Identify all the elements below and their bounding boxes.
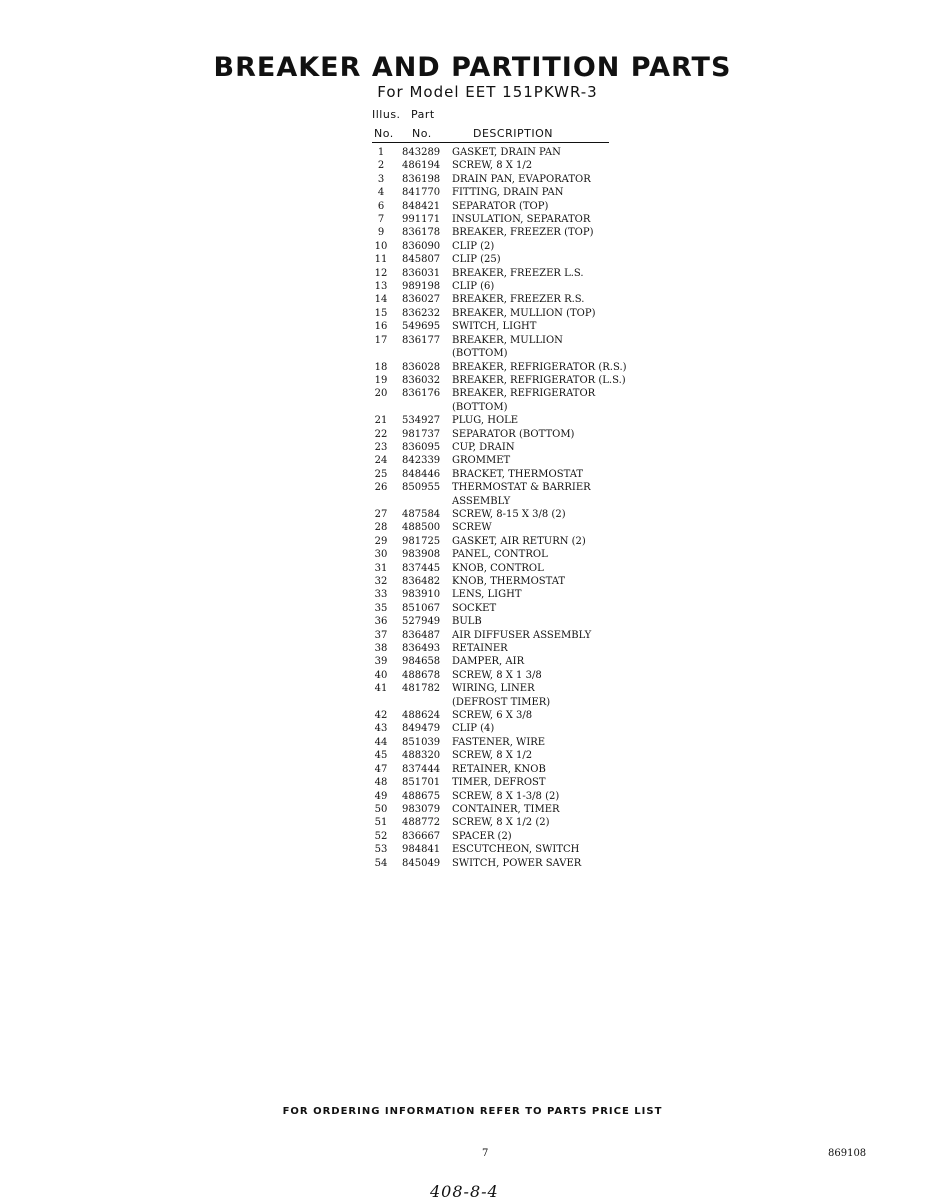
illus-number: 49: [374, 790, 388, 802]
illus-number: 21: [374, 415, 388, 427]
parts-row: [372, 481, 672, 508]
illus-number: 52: [374, 830, 388, 842]
illus-number: 44: [374, 736, 388, 748]
part-description: SEPARATOR (BOTTOM): [452, 428, 575, 440]
part-description: SEPARATOR (TOP): [452, 200, 549, 212]
part-number: 836095: [402, 441, 441, 453]
parts-row: [372, 414, 672, 427]
parts-row: [372, 521, 672, 534]
part-number: 836482: [402, 576, 441, 587]
illus-number: 33: [374, 589, 388, 601]
part-number: 984658: [402, 656, 441, 668]
parts-row: [372, 575, 672, 588]
part-number: 836031: [402, 267, 441, 279]
part-number: 836177: [402, 334, 441, 346]
parts-row: [372, 253, 672, 266]
parts-row: [372, 790, 672, 803]
part-description: RETAINER: [452, 643, 508, 655]
illus-number: 23: [374, 441, 388, 453]
parts-row: [372, 562, 672, 575]
parts-row: [372, 361, 672, 374]
illus-number: 30: [374, 549, 388, 561]
part-description: BRACKET, THERMOSTAT: [452, 468, 584, 480]
parts-row: [372, 803, 672, 816]
part-number: 488500: [402, 522, 441, 534]
part-description: ESCUTCHEON, SWITCH: [452, 844, 580, 856]
part-description: THERMOSTAT & BARRIER ASSEMBLY: [452, 482, 591, 507]
illus-number: 3: [377, 173, 385, 185]
part-number: 481782: [402, 683, 441, 695]
part-number: 488678: [402, 669, 441, 681]
part-number: 836232: [402, 307, 441, 319]
illus-number: 47: [374, 763, 388, 775]
part-description: DRAIN PAN, EVAPORATOR: [452, 173, 591, 185]
part-description: AIR DIFFUSER ASSEMBLY: [452, 629, 592, 641]
part-number: 487584: [402, 508, 441, 520]
document-number: 869108: [828, 1148, 867, 1159]
header-rule: [372, 142, 609, 143]
parts-row: [372, 159, 672, 172]
part-description: BREAKER, REFRIGERATOR (BOTTOM): [452, 388, 596, 413]
illus-number: 48: [374, 777, 388, 789]
part-description: GASKET, AIR RETURN (2): [452, 535, 586, 547]
illus-number: 28: [374, 522, 388, 534]
parts-row: [372, 374, 672, 387]
parts-row: [372, 334, 672, 361]
part-number: 836176: [402, 388, 441, 400]
illus-number: 29: [374, 535, 388, 547]
part-description: CLIP (6): [452, 281, 495, 293]
part-number: 488772: [402, 817, 441, 829]
part-description: SCREW: [452, 522, 492, 534]
illus-number: 40: [374, 669, 388, 681]
part-number: 836493: [402, 643, 441, 655]
parts-row: [372, 173, 672, 186]
illus-number: 38: [374, 643, 388, 655]
illus-number: 11: [374, 254, 388, 266]
illus-number: 37: [374, 629, 388, 641]
illus-number: 18: [374, 361, 388, 373]
parts-row: [372, 146, 672, 159]
illus-number: 36: [374, 616, 388, 628]
part-number: 991171: [402, 214, 441, 226]
part-description: RETAINER, KNOB: [452, 763, 546, 775]
part-number: 836090: [402, 240, 441, 252]
illus-number: 10: [374, 240, 388, 252]
part-description: BREAKER, MULLION (TOP): [452, 307, 596, 319]
parts-row: [372, 615, 672, 628]
illus-number: 41: [374, 683, 388, 695]
parts-row: [372, 763, 672, 776]
illus-number: 43: [374, 723, 388, 735]
parts-row: [372, 508, 672, 521]
part-description: GROMMET: [452, 455, 511, 467]
illus-number: 26: [374, 482, 388, 494]
part-description: BREAKER, MULLION (BOTTOM): [452, 334, 563, 360]
part-description: SCREW, 8 X 1-3/8 (2): [452, 790, 560, 802]
header-part-no: No.: [412, 127, 432, 140]
parts-row: [372, 682, 672, 709]
parts-row: [372, 602, 672, 615]
parts-row: [372, 240, 672, 253]
part-description: SCREW, 8 X 1 3/8: [452, 669, 542, 681]
part-description: TIMER, DEFROST: [452, 777, 546, 789]
parts-row: [372, 588, 672, 601]
part-number: 843289: [402, 147, 441, 158]
parts-row: [372, 655, 672, 668]
parts-row: [372, 722, 672, 735]
part-description: SWITCH, LIGHT: [452, 321, 537, 333]
illus-number: 45: [374, 750, 388, 762]
parts-row: [372, 441, 672, 454]
parts-row: [372, 830, 672, 843]
illus-number: 9: [377, 227, 385, 239]
parts-row: [372, 454, 672, 467]
part-number: 851039: [402, 736, 441, 748]
part-number: 983910: [402, 589, 441, 601]
part-description: BREAKER, REFRIGERATOR (R.S.): [452, 361, 627, 373]
parts-row: [372, 669, 672, 682]
part-number: 486194: [402, 160, 441, 172]
part-number: 836198: [402, 173, 441, 185]
illus-number: 14: [374, 294, 388, 306]
part-number: 848421: [402, 200, 441, 212]
illus-number: 17: [374, 334, 388, 346]
illus-number: 7: [377, 214, 385, 226]
part-number: 527949: [402, 616, 441, 628]
part-description: BREAKER, FREEZER (TOP): [452, 227, 594, 239]
handwritten-note: 408-8-4: [430, 1182, 499, 1201]
part-number: 488320: [402, 750, 441, 762]
parts-row: [372, 428, 672, 441]
part-description: KNOB, CONTROL: [452, 562, 544, 574]
part-number: 983908: [402, 549, 441, 561]
part-number: 850955: [402, 482, 441, 494]
part-description: CLIP (4): [452, 723, 495, 735]
part-number: 841770: [402, 187, 441, 199]
part-number: 836487: [402, 629, 441, 641]
illus-number: 12: [374, 267, 388, 279]
illus-number: 24: [374, 455, 388, 467]
illus-number: 19: [374, 374, 388, 386]
parts-row: [372, 535, 672, 548]
part-description: WIRING, LINER (DEFROST TIMER): [452, 683, 551, 708]
illus-number: 6: [377, 200, 385, 212]
part-description: PLUG, HOLE: [452, 415, 519, 427]
part-number: 848446: [402, 468, 441, 480]
header-illus: Illus.: [372, 108, 401, 121]
part-description: CUP, DRAIN: [452, 441, 515, 453]
part-description: GASKET, DRAIN PAN: [452, 147, 561, 158]
part-description: KNOB, THERMOSTAT: [452, 576, 566, 587]
page-title: BREAKER AND PARTITION PARTS: [213, 52, 732, 83]
parts-row: [372, 293, 672, 306]
part-description: SWITCH, POWER SAVER: [452, 857, 582, 869]
parts-row: [372, 307, 672, 320]
parts-row: [372, 843, 672, 856]
part-description: SCREW, 8-15 X 3/8 (2): [452, 508, 566, 520]
parts-row: [372, 776, 672, 789]
part-description: BREAKER, FREEZER R.S.: [452, 294, 585, 306]
illus-number: 51: [374, 817, 388, 829]
parts-row: [372, 736, 672, 749]
illus-number: 42: [374, 710, 388, 722]
part-number: 981725: [402, 535, 441, 547]
illus-number: 39: [374, 656, 388, 668]
parts-row: [372, 709, 672, 722]
parts-row: [372, 387, 672, 414]
illus-number: 53: [374, 844, 388, 856]
part-number: 981737: [402, 428, 441, 440]
illus-number: 50: [374, 803, 388, 815]
parts-list: [372, 146, 672, 870]
part-description: CLIP (25): [452, 254, 501, 266]
illus-number: 35: [374, 602, 388, 614]
part-description: SCREW, 6 X 3/8: [452, 710, 533, 722]
part-number: 842339: [402, 455, 441, 467]
part-number: 845049: [402, 857, 441, 869]
parts-row: [372, 857, 672, 870]
part-number: 984841: [402, 844, 441, 856]
illus-number: 54: [374, 857, 388, 869]
parts-row: [372, 749, 672, 762]
illus-number: 22: [374, 428, 388, 440]
parts-row: [372, 267, 672, 280]
page-number: 7: [482, 1148, 489, 1159]
part-description: BULB: [452, 616, 482, 628]
parts-row: [372, 320, 672, 333]
part-description: SCREW, 8 X 1/2: [452, 750, 533, 762]
parts-row: [372, 629, 672, 642]
part-description: FASTENER, WIRE: [452, 736, 546, 748]
part-number: 549695: [402, 321, 441, 333]
illus-number: 1: [377, 147, 385, 158]
illus-number: 2: [377, 160, 385, 172]
part-number: 837445: [402, 562, 441, 574]
parts-row: [372, 200, 672, 213]
parts-row: [372, 816, 672, 829]
parts-row: [372, 280, 672, 293]
part-description: LENS, LIGHT: [452, 589, 522, 601]
illus-number: 27: [374, 508, 388, 520]
header-part: Part: [411, 108, 435, 121]
part-description: PANEL, CONTROL: [452, 549, 548, 561]
part-description: BREAKER, FREEZER L.S.: [452, 267, 584, 279]
part-number: 851067: [402, 602, 441, 614]
part-description: FITTING, DRAIN PAN: [452, 187, 564, 199]
part-number: 837444: [402, 763, 441, 775]
part-number: 836028: [402, 361, 441, 373]
part-description: CONTAINER, TIMER: [452, 803, 560, 815]
illus-number: 16: [374, 321, 388, 333]
illus-number: 13: [374, 281, 388, 293]
parts-row: [372, 468, 672, 481]
part-description: SCREW, 8 X 1/2: [452, 160, 533, 172]
part-number: 836178: [402, 227, 441, 239]
part-number: 989198: [402, 281, 441, 293]
ordering-note: FOR ORDERING INFORMATION REFER TO PARTS PRICE LIST: [282, 1106, 663, 1117]
part-number: 851701: [402, 777, 441, 789]
part-number: 983079: [402, 803, 441, 815]
part-number: 836032: [402, 374, 441, 386]
part-number: 849479: [402, 723, 441, 735]
part-description: DAMPER, AIR: [452, 656, 525, 668]
part-description: SPACER (2): [452, 830, 512, 842]
illus-number: 25: [374, 468, 388, 480]
part-description: INSULATION, SEPARATOR: [452, 214, 591, 226]
parts-row: [372, 186, 672, 199]
part-description: BREAKER, REFRIGERATOR (L.S.): [452, 374, 626, 386]
illus-number: 20: [374, 388, 388, 400]
illus-number: 15: [374, 307, 388, 319]
parts-row: [372, 548, 672, 561]
header-description: DESCRIPTION: [473, 127, 553, 140]
parts-row: [372, 642, 672, 655]
header-illus-no: No.: [374, 127, 394, 140]
model-subtitle: For Model EET 151PKWR-3: [377, 83, 598, 101]
part-number: 836027: [402, 294, 441, 306]
illus-number: 32: [374, 576, 388, 587]
part-number: 845807: [402, 254, 441, 266]
part-description: CLIP (2): [452, 240, 495, 252]
part-number: 534927: [402, 415, 441, 427]
part-description: SCREW, 8 X 1/2 (2): [452, 817, 550, 829]
part-description: SOCKET: [452, 602, 497, 614]
parts-row: [372, 213, 672, 226]
part-number: 488675: [402, 790, 441, 802]
part-number: 836667: [402, 830, 441, 842]
illus-number: 4: [377, 187, 385, 199]
parts-row: [372, 226, 672, 239]
illus-number: 31: [374, 562, 388, 574]
part-number: 488624: [402, 710, 441, 722]
